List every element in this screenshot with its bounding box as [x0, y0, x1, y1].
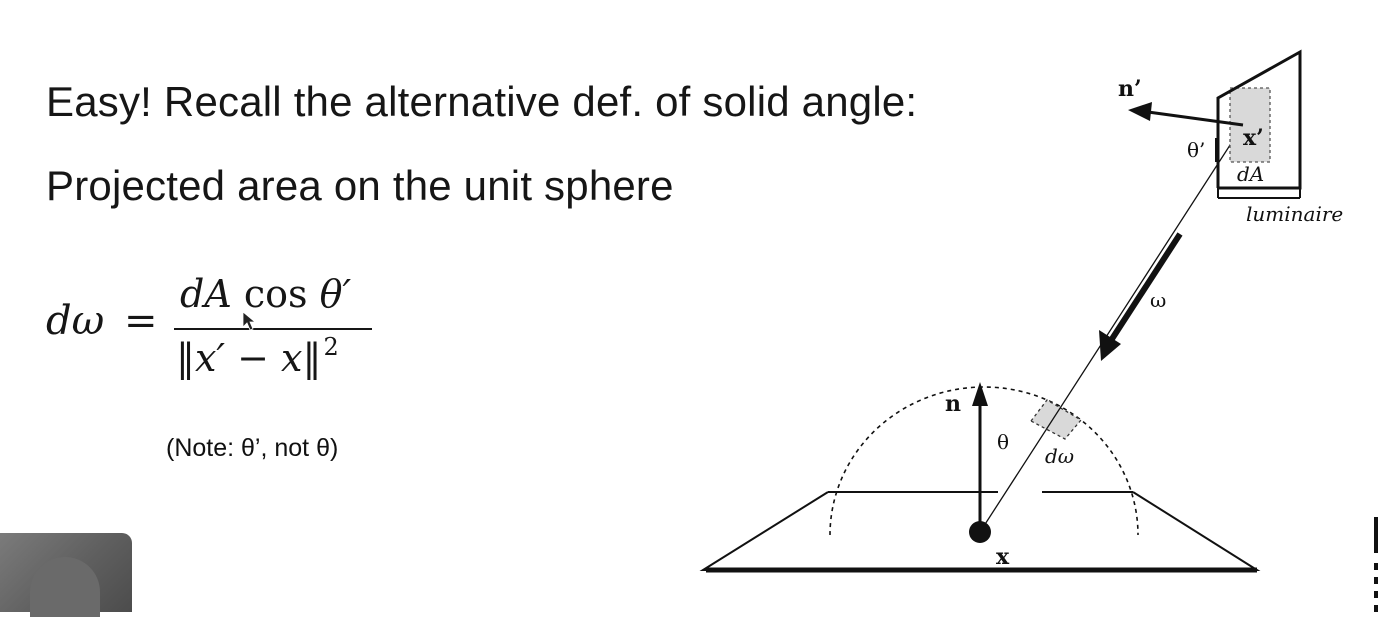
label-theta: θ — [997, 430, 1010, 454]
numerator-cos: cos — [243, 272, 308, 316]
normal-n-prime-shaft — [1148, 112, 1243, 125]
denominator-power: 2 — [323, 333, 339, 361]
numerator-dA: dA — [180, 272, 232, 316]
label-x: x — [996, 544, 1010, 570]
denominator-close: ‖ — [302, 336, 322, 380]
mouse-pointer-icon — [243, 312, 255, 330]
label-n-prime: n’ — [1118, 76, 1142, 102]
label-luminaire: luminaire — [1246, 202, 1344, 226]
denominator-open: ‖ — [176, 336, 195, 380]
label-n: n — [945, 391, 961, 417]
normal-n-prime-head — [1128, 102, 1152, 121]
slide-heading-line-2: Projected area on the unit sphere — [46, 162, 674, 209]
label-omega: ω — [1150, 288, 1167, 312]
slide-progress-marker — [1372, 517, 1379, 612]
webcam-shadow — [30, 557, 100, 617]
direction-line — [980, 125, 1243, 532]
formula-equals: = — [124, 298, 158, 344]
webcam-thumbnail — [0, 533, 132, 612]
normal-n-head — [972, 382, 988, 406]
denominator-expr: x′ − x — [195, 336, 303, 380]
d-omega-patch — [1031, 400, 1081, 439]
omega-arrow-shaft — [1110, 234, 1180, 342]
label-x-prime: x’ — [1243, 125, 1264, 151]
note-text: (Note: θ’, not θ) — [166, 434, 339, 462]
label-dA: dA — [1237, 162, 1265, 186]
numerator-theta: θ′ — [319, 272, 352, 316]
point-x — [969, 521, 991, 543]
formula-lhs: dω — [46, 298, 105, 344]
label-d-omega: dω — [1045, 444, 1075, 468]
slide-heading-line-1: Easy! Recall the alternative def. of solid angle: — [46, 78, 918, 125]
unit-hemisphere — [830, 387, 1138, 535]
label-theta-prime: θ’ — [1187, 138, 1206, 162]
